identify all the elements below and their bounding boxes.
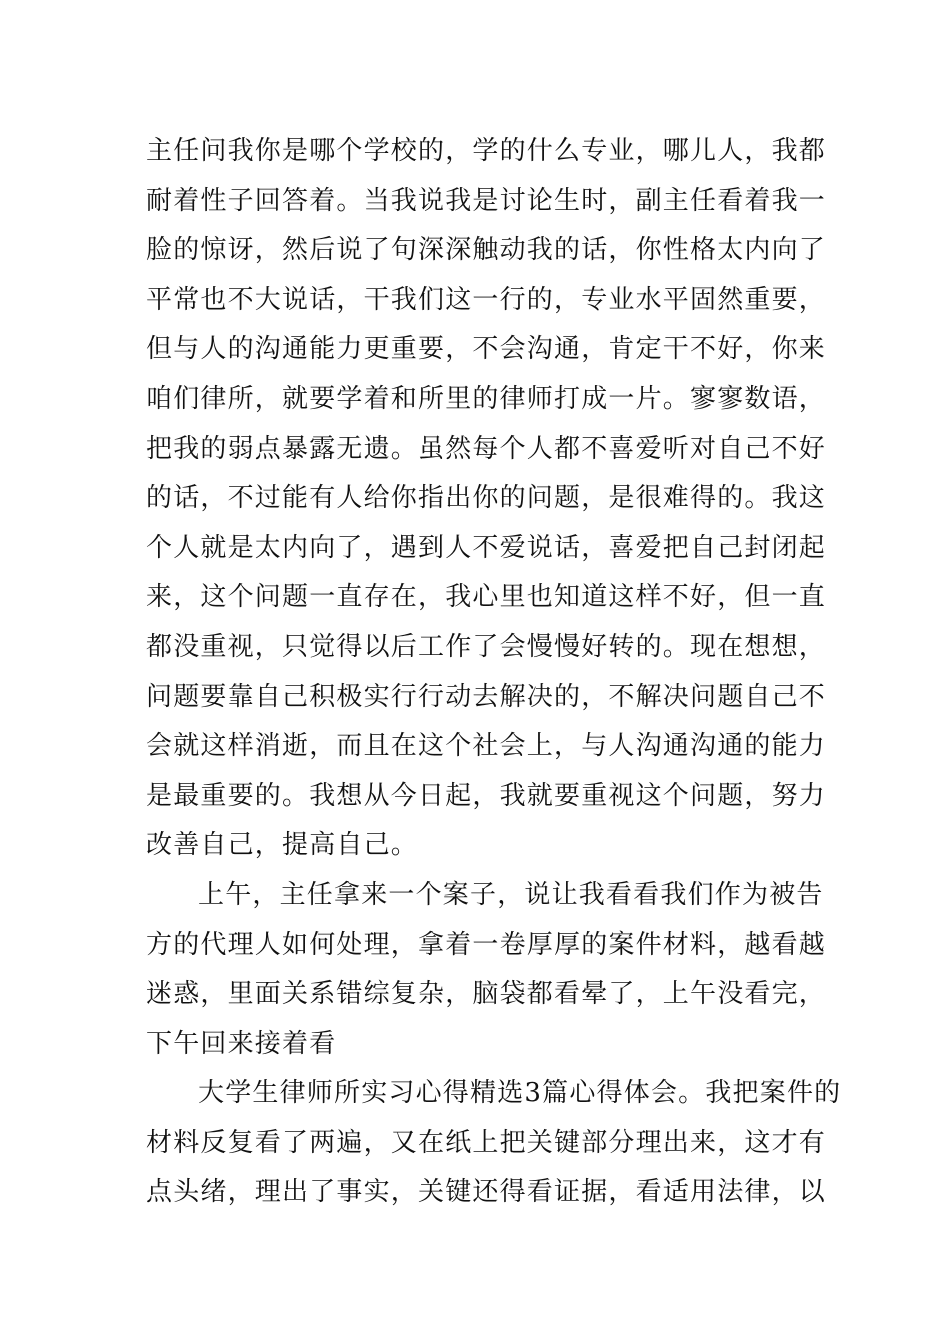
text-line-8: 的话，不过能有人给你指出你的问题，是很难得的。我这 — [146, 483, 827, 514]
body-text — [146, 127, 842, 1218]
text-line-15: 改善自己，提高自己。 — [146, 830, 419, 861]
text-line-21: 材料反复看了两遍，又在纸上把关键部分理出来，这才有 — [146, 1127, 827, 1158]
text-line-17: 方的代理人如何处理，拿着一卷厚厚的案件材料，越看越 — [146, 929, 827, 960]
text-line-4: 平常也不大说话，干我们这一行的，专业水平固然重要， — [146, 284, 827, 315]
text-line-9: 个人就是太内向了，遇到人不爱说话，喜爱把自己封闭起 — [146, 532, 827, 563]
text-line-11: 都没重视，只觉得以后工作了会慢慢好转的。现在想想， — [146, 631, 827, 662]
text-line-18: 迷惑，里面关系错综复杂，脑袋都看晕了，上午没看完， — [146, 979, 827, 1010]
text-line-22: 点头绪，理出了事实，关键还得看证据，看适用法律，以 — [146, 1177, 827, 1208]
text-line-7: 把我的弱点暴露无遗。虽然每个人都不喜爱听对自己不好 — [146, 433, 827, 464]
text-line-16: 上午，主任拿来一个案子，说让我看看我们作为被告 — [198, 879, 824, 910]
text-line-6: 咱们律所，就要学着和所里的律师打成一片。寥寥数语， — [146, 383, 827, 414]
text-line-20: 大学生律师所实习心得精选3篇心得体会。我把案件的 — [198, 1078, 842, 1109]
text-line-14: 是最重要的。我想从今日起，我就要重视这个问题，努力 — [146, 780, 827, 811]
text-line-10: 来，这个问题一直存在，我心里也知道这样不好，但一直 — [146, 582, 827, 613]
text-line-5: 但与人的沟通能力更重要，不会沟通，肯定干不好，你来 — [146, 334, 827, 365]
text-line-13: 会就这样消逝，而且在这个社会上，与人沟通沟通的能力 — [146, 731, 827, 762]
text-line-3: 脸的惊讶，然后说了句深深触动我的话，你性格太内向了 — [146, 235, 827, 266]
text-line-2: 耐着性子回答着。当我说我是讨论生时，副主任看着我一 — [146, 185, 827, 216]
text-line-19: 下午回来接着看 — [146, 1028, 337, 1059]
text-line-1: 主任问我你是哪个学校的，学的什么专业，哪儿人，我都 — [146, 136, 827, 166]
text-line-12: 问题要靠自己积极实行行动去解决的，不解决问题自己不 — [146, 681, 827, 712]
